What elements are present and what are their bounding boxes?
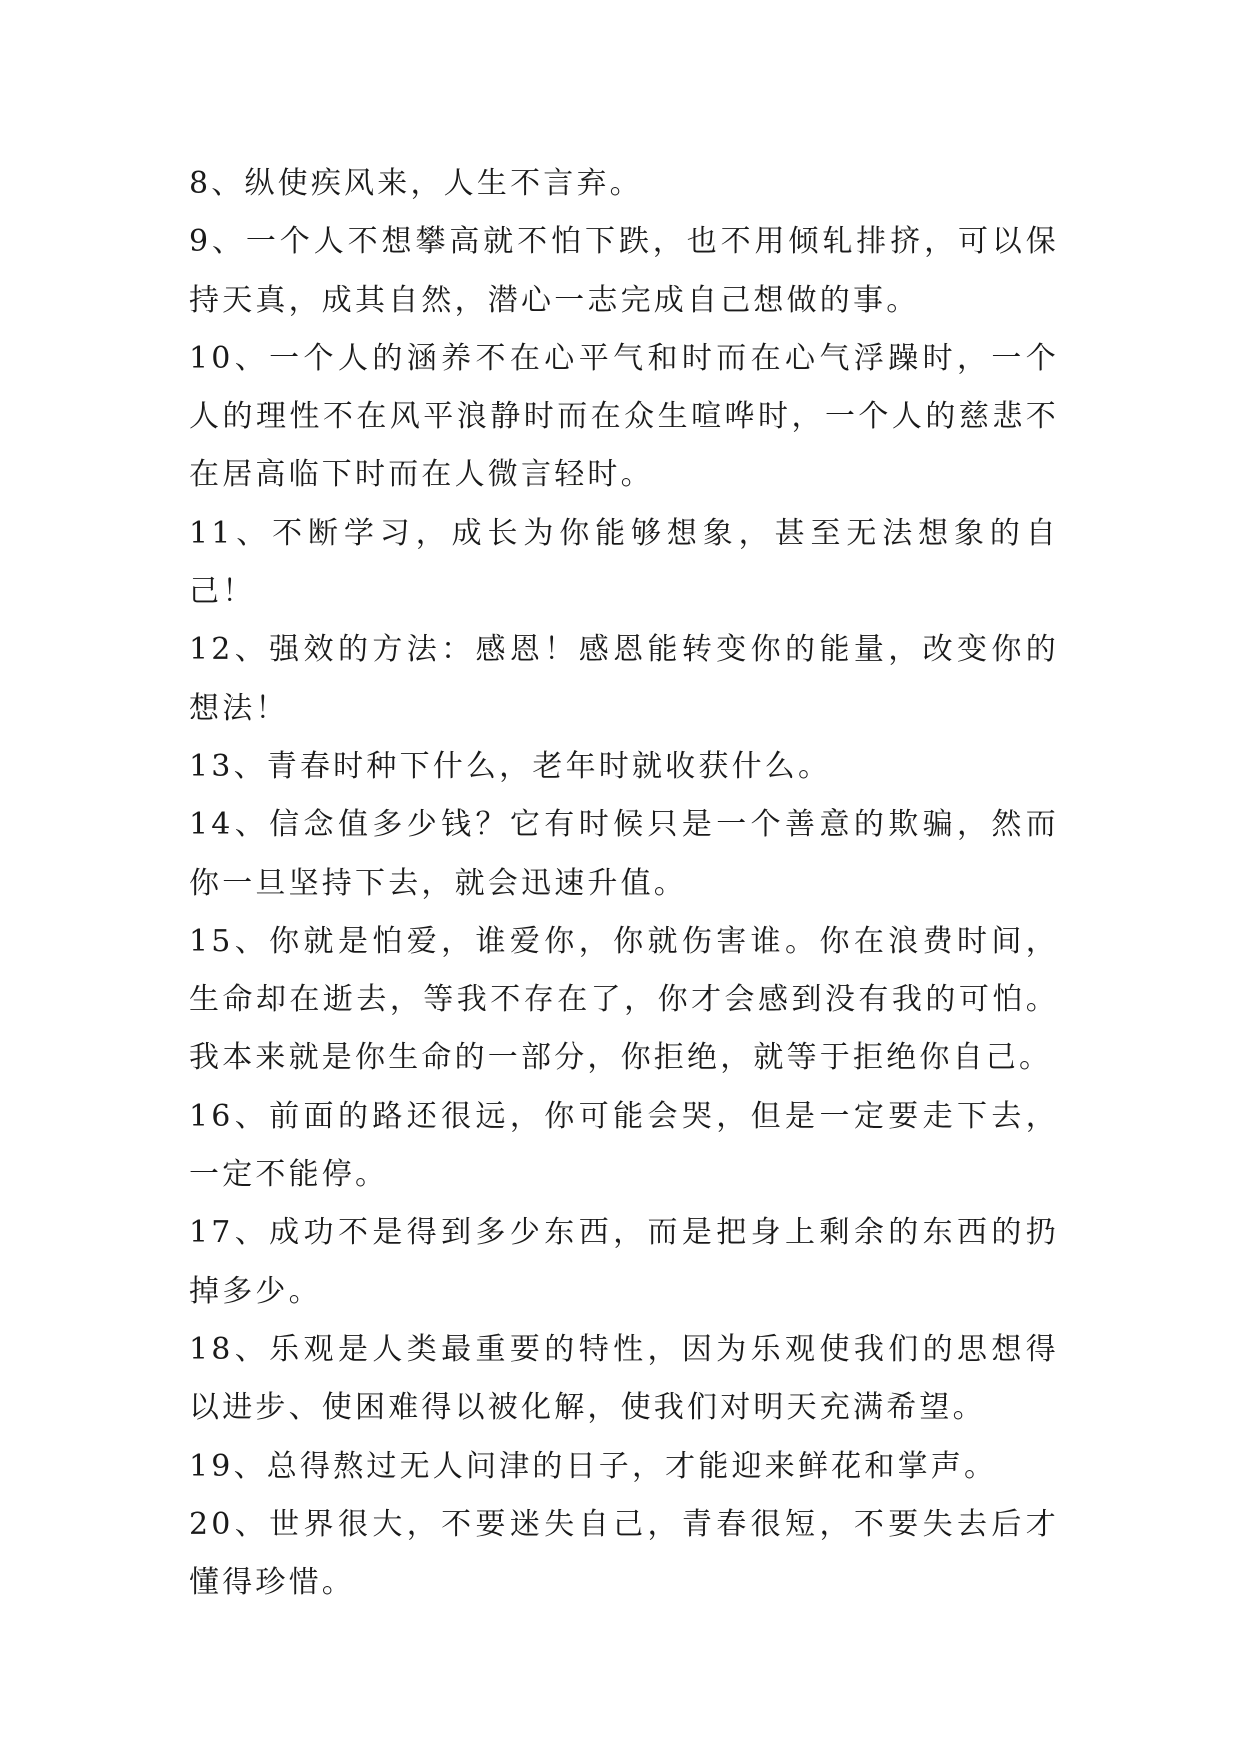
quote-item-16: 16、前面的路还很远，你可能会哭，但是一定要走下去，一定不能停。 bbox=[189, 1098, 1059, 1193]
quote-item-20: 20、世界很大，不要迷失自己，青春很短，不要失去后才懂得珍惜。 bbox=[189, 1506, 1059, 1601]
quote-item-19: 19、总得熬过无人问津的日子，才能迎来鲜花和掌声。 bbox=[189, 1448, 998, 1484]
quote-item-11: 11、不断学习，成长为你能够想象，甚至无法想象的自己！ bbox=[189, 515, 1059, 610]
quote-item-18: 18、乐观是人类最重要的特性，因为乐观使我们的思想得以进步、使困难得以被化解，使我们对明天充满希望。 bbox=[189, 1331, 1059, 1426]
quote-item-14: 14、信念值多少钱？它有时候只是一个善意的欺骗，然而你一旦坚持下去，就会迅速升值。 bbox=[189, 807, 1059, 901]
quote-item-12: 12、强效的方法：感恩！感恩能转变你的能量，改变你的想法！ bbox=[189, 632, 1059, 726]
quote-list bbox=[189, 155, 1059, 1612]
quote-item-10: 10、一个人的涵养不在心平气和时而在心气浮躁时，一个人的理性不在风平浪静时而在众生喧哗时，一个人的慈悲不在居高临下时而在人微言轻时。 bbox=[189, 340, 1059, 493]
quote-item-8: 8、纵使疾风来，人生不言弃。 bbox=[189, 166, 643, 201]
quote-item-13: 13、青春时种下什么，老年时就收获什么。 bbox=[189, 748, 832, 784]
quote-item-15: 15、你就是怕爱，谁爱你，你就伤害谁。你在浪费时间，生命却在逝去，等我不存在了，你才会感到没有我的可怕。我本来就是你生命的一部分，你拒绝，就等于拒绝你自己。 bbox=[189, 923, 1059, 1076]
quote-item-17: 17、成功不是得到多少东西，而是把身上剩余的东西的扔掉多少。 bbox=[189, 1215, 1059, 1309]
quote-item-9: 9、一个人不想攀高就不怕下跌，也不用倾轧排挤，可以保持天真，成其自然，潜心一志完成自己想做的事。 bbox=[189, 224, 1059, 318]
